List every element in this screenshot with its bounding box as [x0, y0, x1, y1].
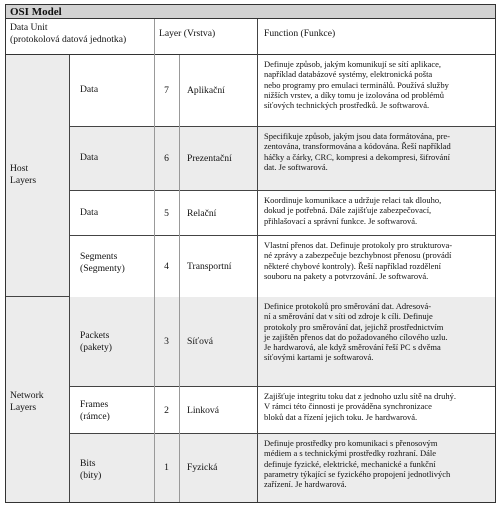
function-line: médiem a s technickými prostředky rozhraní. Dále	[264, 448, 437, 459]
row-data-unit: Data	[80, 207, 99, 218]
table-title: OSI Model	[6, 5, 495, 19]
row-function	[257, 191, 495, 236]
function-line: síťových technických prostředků. Je softwarová.	[264, 100, 430, 111]
function-line: Specifikuje způsob, jakým jsou data formátována, pre-	[264, 131, 450, 141]
table-row	[69, 297, 495, 387]
group-host-label: Host Layers	[10, 163, 37, 186]
table-row	[69, 127, 495, 191]
function-line: definuje fyzické, elektrické, mechanické a funkční	[264, 458, 436, 469]
function-line: V rámci této činnosti je prováděna synchronizace	[264, 401, 432, 412]
table-row	[69, 434, 495, 502]
row-layer-number: 1	[164, 462, 169, 473]
header-layer	[154, 19, 257, 55]
row-layer-name: Fyzická	[187, 462, 218, 473]
function-line: Definuje způsob, jakým komunikují se sítí aplikace,	[264, 59, 442, 69]
table-row	[69, 55, 495, 127]
table-row	[69, 236, 495, 297]
row-data-unit: Packets (pakety)	[80, 330, 112, 353]
row-data-unit: Frames (rámce)	[80, 399, 110, 422]
row-layer-number: 2	[164, 405, 169, 416]
function-line: nebo programy pro emulaci terminálů. Používá služby	[264, 79, 449, 90]
header-unit-line2: (protokolová datová jednotka)	[10, 33, 127, 45]
function-line: je zajištěn přenos dat do požadovaného cílového uzlu.	[264, 331, 448, 342]
function-line: parametry týkající se fyzického propojení jednotlivých	[264, 468, 451, 479]
row-data-unit: Segments (Segmenty)	[80, 251, 125, 274]
row-layer-name: Aplikační	[187, 85, 225, 96]
row-layer-number: 7	[164, 85, 169, 96]
row-function	[257, 55, 495, 127]
row-data-unit: Data	[80, 152, 99, 163]
header-unit-line1: Data Unit	[10, 22, 48, 33]
function-line: dat. Je softwarová.	[264, 161, 328, 172]
row-function	[257, 236, 495, 297]
row-layer-number: 4	[164, 261, 169, 272]
function-line: například databázové systémy, elektronická pošta	[264, 69, 433, 80]
header-layer-label: Layer (Vrstva)	[159, 28, 216, 39]
row-layer-name: Síťová	[187, 336, 213, 347]
function-line: Definice protokolů pro směrování dat. Adresová-	[264, 301, 432, 311]
row-data-unit: Data	[80, 84, 99, 95]
function-line: přihlašovací a správní funkce. Je softwarová.	[264, 215, 418, 226]
function-line: síťovými kartami je softwarová.	[264, 352, 374, 363]
function-line: Definuje prostředky pro komunikaci s přenosovým	[264, 438, 438, 448]
table-row	[69, 191, 495, 236]
header-unit	[6, 19, 154, 55]
function-line: dokud je potřebná. Dále zajišťuje zabezpečovací,	[264, 205, 432, 216]
function-line: nižších vrstev, a díky tomu je izolována od problémů	[264, 89, 445, 100]
function-line: ní a směrování dat v síti od zdroje k cíli. Definuje	[264, 311, 433, 322]
row-function	[257, 434, 495, 502]
row-layer-name: Relační	[187, 208, 217, 219]
function-line: Koordinuje komunikace a udržuje relaci tak dlouho,	[264, 195, 442, 205]
row-layer-number: 3	[164, 336, 169, 347]
row-layer-name: Transportní	[187, 261, 232, 272]
row-layer-name: Prezentační	[187, 153, 232, 164]
function-line: některé chybové kontroly). Řeší například rozdělení	[264, 260, 442, 271]
function-line: né zprávy a zabezpečuje bezchybnost přenosu (provádí	[264, 250, 452, 261]
row-layer-number: 5	[164, 208, 169, 219]
function-line: Je hardwarová, ale když směrování řeší PC s dvěma	[264, 342, 441, 353]
function-line: zentována, transformována a kódována. Řeší například	[264, 141, 451, 152]
function-line: Vlastní přenos dat. Definuje protokoly pro strukturova-	[264, 240, 453, 250]
function-line: protokoly pro směrování dat, jejichž prostřednictvím	[264, 321, 444, 332]
group-network-label: Network Layers	[10, 390, 44, 413]
function-line: háčky a čárky, CRC, kompresi a dekompresi, šifrování	[264, 151, 450, 162]
group-host	[6, 55, 69, 297]
function-line: zařízení. Je hardwarová.	[264, 479, 347, 490]
function-line: bloků dat a řízení jejich toku. Je hardwarová.	[264, 411, 418, 422]
row-function	[257, 127, 495, 191]
osi-table	[5, 4, 496, 503]
row-layer-name: Linková	[187, 405, 219, 416]
row-function	[257, 297, 495, 387]
row-function	[257, 387, 495, 434]
header-function-label: Function (Funkce)	[264, 28, 336, 39]
header-function	[257, 19, 495, 55]
table-row	[69, 387, 495, 434]
row-layer-number: 6	[164, 153, 169, 164]
function-line: souboru na pakety a potvrzování. Je softwarová.	[264, 270, 429, 281]
row-data-unit: Bits (bity)	[80, 458, 102, 481]
function-line: Zajišťuje integritu toku dat z jednoho uzlu sítě na druhý.	[264, 391, 457, 401]
group-network	[6, 297, 69, 502]
